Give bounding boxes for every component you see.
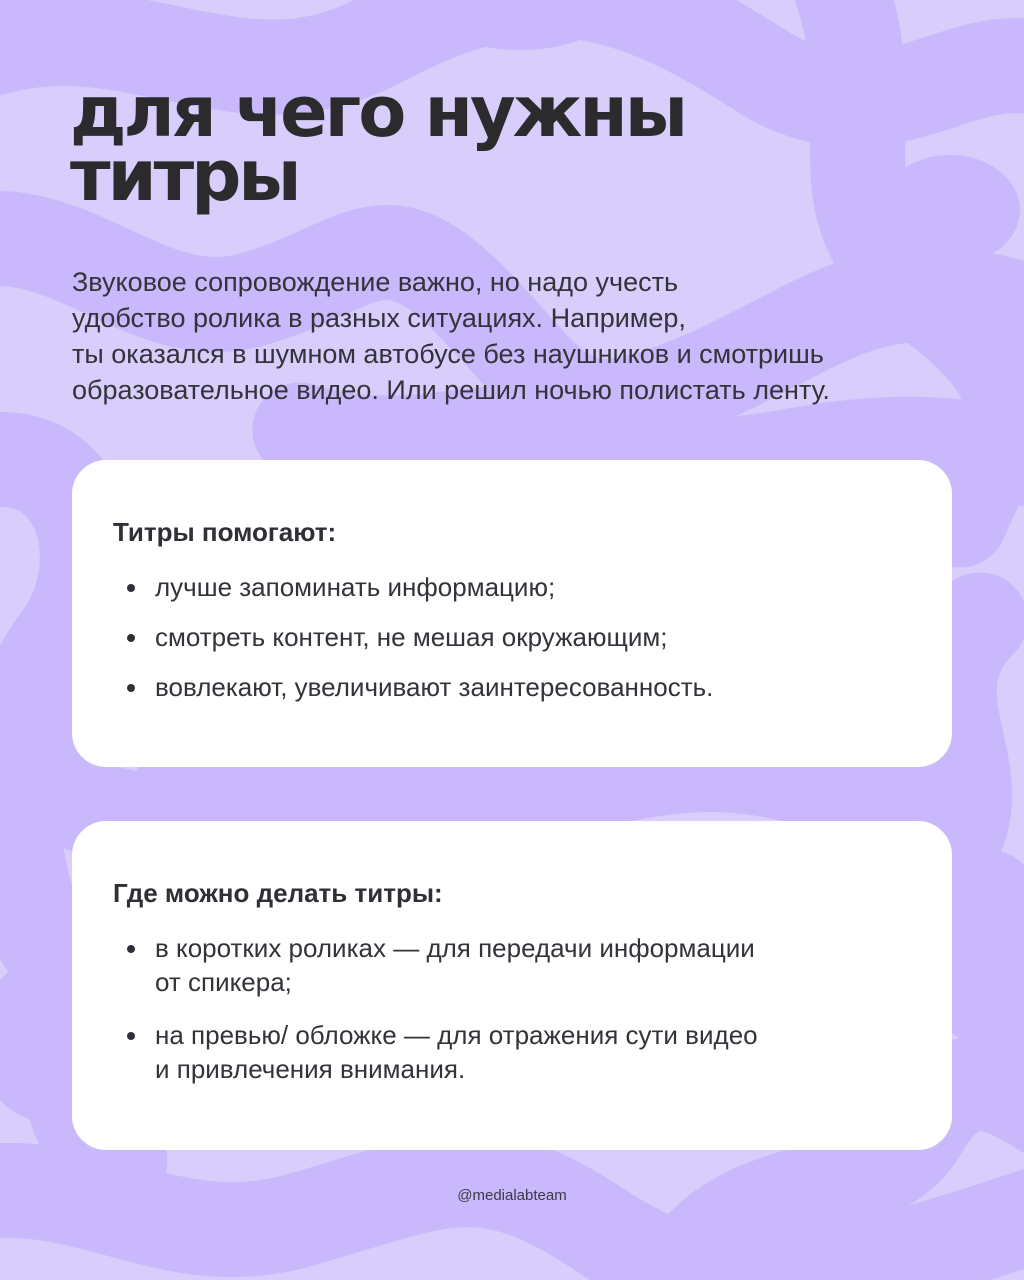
- benefits-list: [113, 570, 912, 704]
- title-line: для чего нужны: [70, 71, 686, 153]
- list-item-text: лучше запоминать информацию;: [155, 572, 556, 602]
- list-item: [113, 670, 912, 704]
- list-item-text: смотреть контент, не мешая окружающим;: [155, 622, 668, 652]
- bullet-icon: [127, 584, 135, 592]
- title-line: титры: [70, 135, 299, 217]
- list-item: [113, 620, 912, 654]
- usage-card: [72, 821, 952, 1150]
- intro-line: Звуковое сопровождение важно, но надо учесть: [72, 267, 679, 297]
- intro-line: ты оказался в шумном автобусе без наушников и смотришь: [72, 339, 824, 369]
- list-item-text: и привлечения внимания.: [155, 1054, 466, 1084]
- bullet-icon: [127, 1032, 135, 1040]
- list-item-text: от спикера;: [155, 967, 292, 997]
- list-item: [113, 570, 912, 604]
- benefits-card: [72, 460, 952, 767]
- page-title: [70, 71, 950, 217]
- bullet-icon: [127, 634, 135, 642]
- intro-line: образовательное видео. Или решил ночью полистать ленту.: [72, 375, 830, 405]
- bullet-icon: [127, 945, 135, 953]
- benefits-heading: Титры помогают:: [113, 517, 337, 547]
- list-item-text: вовлекают, увеличивают заинтересованность.: [155, 672, 714, 702]
- usage-list: [113, 931, 912, 1086]
- intro-line: удобство ролика в разных ситуациях. Например,: [72, 303, 686, 333]
- list-item: [113, 1018, 912, 1086]
- bullet-icon: [127, 684, 135, 692]
- intro-paragraph: [72, 264, 952, 408]
- list-item: [113, 931, 912, 999]
- list-item-text: в коротких роликах — для передачи информации: [155, 933, 755, 963]
- usage-heading: Где можно делать титры:: [113, 878, 443, 908]
- list-item-text: на превью/ обложке — для отражения сути видео: [155, 1020, 758, 1050]
- author-handle: @medialabteam: [457, 1187, 567, 1204]
